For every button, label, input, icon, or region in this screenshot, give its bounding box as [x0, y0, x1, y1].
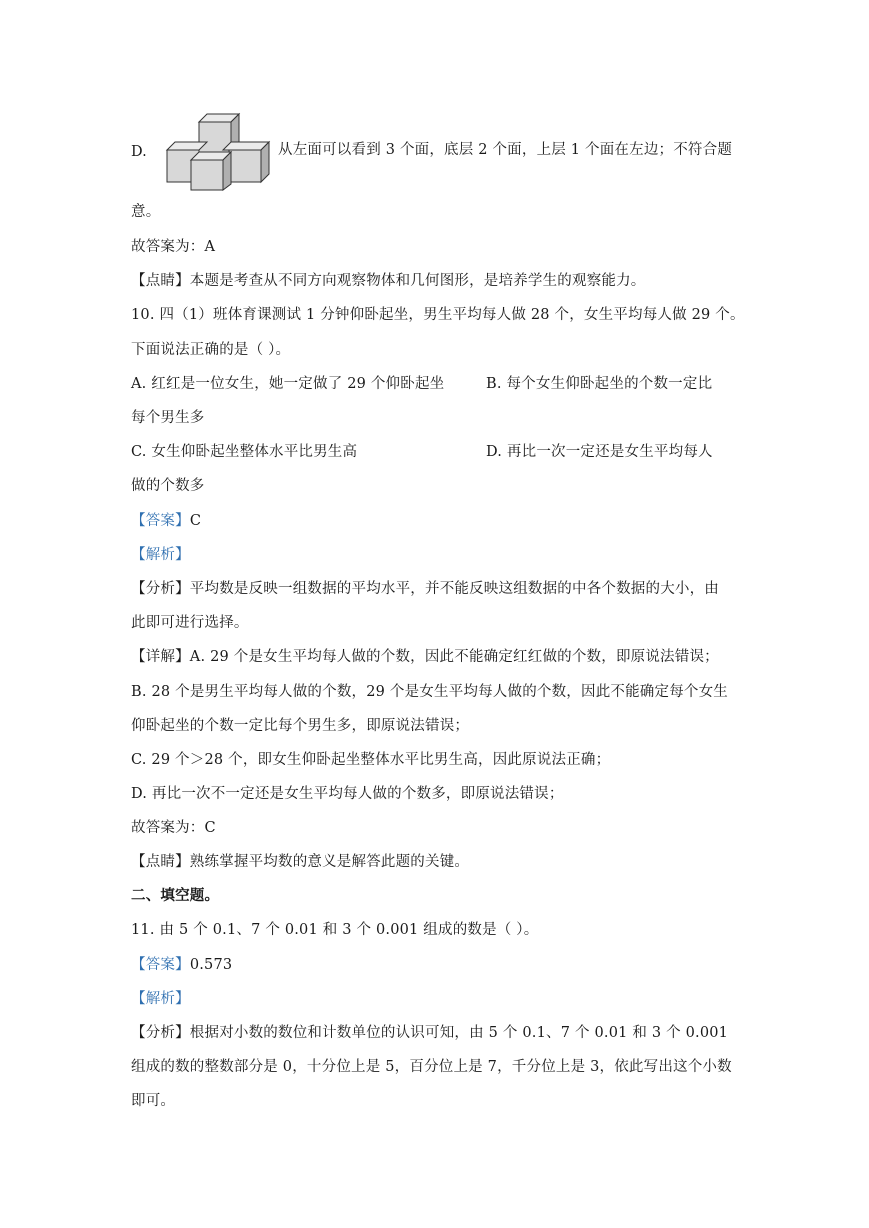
q10-answer — [131, 511, 201, 531]
q11-stem: 11. 由 5 个 0.1、7 个 0.01 和 3 个 0.001 组成的数是（ ）。 — [131, 922, 539, 938]
q11-analysis-line2: 组成的数的整数部分是 0，十分位上是 5，百分位上是 7，千分位上是 3，依此写出这个小数 — [131, 1059, 732, 1075]
q9-result: 故答案为：A — [131, 239, 216, 255]
q9-comment: 【点睛】本题是考查从不同方向观察物体和几何图形，是培养学生的观察能力。 — [131, 273, 646, 289]
q10-analysis-line2: 此即可进行选择。 — [131, 615, 249, 631]
q10-option-b-continued: 每个男生多 — [131, 410, 205, 426]
q10-detail-line5: D. 再比一次不一定还是女生平均每人做的个数多，即原说法错误； — [131, 786, 564, 802]
q11-jiexi-label: 【解析】 — [131, 991, 190, 1007]
q10-result: 故答案为：C — [131, 820, 216, 836]
q10-stem-line2: 下面说法正确的是（ ）。 — [131, 342, 291, 358]
q11-analysis-line3: 即可。 — [131, 1093, 176, 1109]
section-title: 二、填空题。 — [131, 887, 220, 904]
q10-option-d-continued: 做的个数多 — [131, 478, 205, 494]
q10-detail-line3: 仰卧起坐的个数一定比每个男生多，即原说法错误； — [131, 718, 470, 734]
q10-stem-line1: 10. 四（1）班体育课测试 1 分钟仰卧起坐，男生平均每人做 28 个，女生平均每人做 29 个。 — [131, 307, 745, 323]
q10-jiexi-label: 【解析】 — [131, 547, 190, 563]
answer-value: C — [189, 513, 202, 529]
q10-option-a: A. 红红是一位女生，她一定做了 29 个仰卧起坐 — [131, 376, 445, 392]
q10-option-d: D. 再比一次一定还是女生平均每人 — [486, 444, 713, 460]
option-d-continued: 意。 — [131, 204, 161, 220]
answer-value: 0.573 — [189, 957, 233, 973]
q11-answer — [131, 955, 232, 975]
q10-detail-line2: B. 28 个是男生平均每人做的个数，29 个是女生平均每人做的个数，因此不能确定每个女生 — [131, 684, 728, 700]
q10-analysis-line1: 【分析】平均数是反映一组数据的平均水平，并不能反映这组数据的中各个数据的大小，由 — [131, 581, 719, 597]
option-d-text: 从左面可以看到 3 个面，底层 2 个面，上层 1 个面在左边；不符合题 — [278, 142, 733, 158]
q10-comment: 【点睛】熟练掌握平均数的意义是解答此题的关键。 — [131, 854, 470, 870]
answer-label: 【答案】 — [131, 513, 190, 529]
answer-label: 【答案】 — [131, 957, 190, 973]
q10-option-c: C. 女生仰卧起坐整体水平比男生高 — [131, 444, 358, 460]
option-d-letter: D. — [131, 144, 147, 160]
q11-analysis-line1: 【分析】根据对小数的数位和计数单位的认识可知，由 5 个 0.1、7 个 0.01 和 3 个 0.001 — [131, 1025, 729, 1041]
q10-detail-line1: 【详解】A. 29 个是女生平均每人做的个数，因此不能确定红红做的个数，即原说法错误； — [131, 649, 719, 665]
q10-detail-line4: C. 29 个＞28 个，即女生仰卧起坐整体水平比男生高，因此原说法正确； — [131, 752, 611, 768]
q10-option-b: B. 每个女生仰卧起坐的个数一定比 — [486, 376, 713, 392]
cube-stack-figure — [165, 110, 271, 192]
